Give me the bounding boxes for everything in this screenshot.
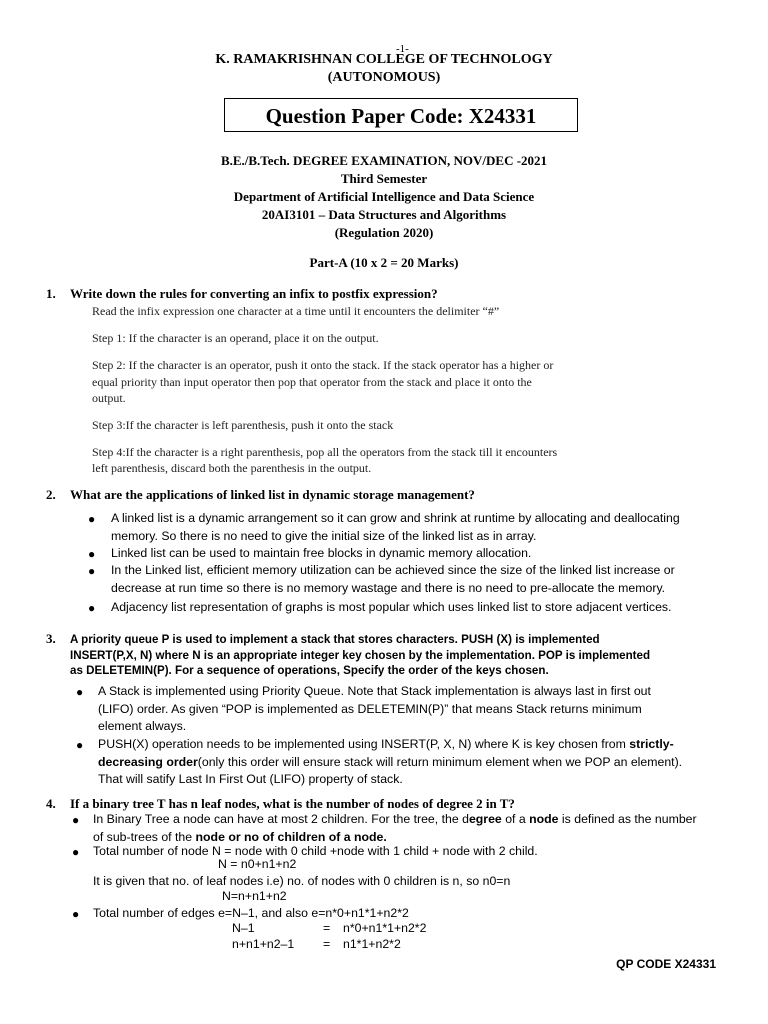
part-a-heading: Part-A (10 x 2 = 20 Marks) [309,255,459,270]
footer-qp-code: QP CODE X24331 [616,957,716,971]
equals-sign: = [323,937,331,951]
bullet-icon: ● [88,512,96,526]
question-number: 3. [46,631,56,646]
answer-line: equal priority than input operator then pop that operator from the stack and place it onto the [92,375,532,389]
answer-line: Total number of edges e=N–1, and also e=n*0+n1*1+n2*2 [93,906,409,920]
answer-text: (only this order will ensure stack will return minimum element when we POP an element). [197,754,683,769]
question-line: as DELETEMIN(P). For a sequence of operations, Specify the order of the keys chosen. [70,664,549,677]
question-line: INSERT(P,X, N) where N is an appropriate integer key chosen by the implementation. POP is implemented [70,648,651,662]
question-text: Write down the rules for converting an infix to postfix expression? [70,286,438,301]
bullet-icon: ● [88,564,96,578]
answer-line: left parenthesis, discard both the parenthesis in the output. [92,461,372,475]
equation-lhs: N–1 [232,921,255,935]
exam-title: B.E./B.Tech. DEGREE EXAMINATION, NOV/DEC -2021 [220,153,548,168]
answer-line: Step 1: If the character is an operand, place it on the output. [92,331,379,345]
emphasis-text: node or no of children of a node. [195,829,387,844]
answer-line [98,736,738,754]
equation-rhs: n*0+n1*1+n2*2 [343,921,427,935]
answer-text: PUSH(X) operation needs to be implemented using INSERT(P, X, N) where K is key chosen from [98,737,630,751]
answer-line: Step 3:If the character is left parenthesis, push it onto the stack [92,418,394,432]
college-name: K. RAMAKRISHNAN COLLEGE OF TECHNOLOGY [215,52,553,67]
question-number: 2. [46,487,56,502]
list-item [111,510,731,545]
list-item [93,811,743,846]
department: Department of Artificial Intelligence and Data Science [233,189,535,204]
bullet-icon: ● [76,685,84,699]
answer-line: memory. So there is no need to give the initial size of the linked list as in array. [111,528,537,543]
equation-rhs: n1*1+n2*2 [343,937,401,951]
question-number: 1. [46,286,56,301]
answer-line: Adjacency list representation of graphs is most popular which uses linked list to store adjacent vertices. [111,600,672,614]
answer-line: Step 2: If the character is an operator, push it onto the stack. If the stack operator has a higher or [92,358,554,372]
answer-line: Total number of node N = node with 0 child +node with 1 child + node with 2 child. [93,844,538,858]
emphasis-text: node [529,812,559,826]
list-item [93,843,743,861]
emphasis-text: egree [468,812,502,826]
answer-line: Linked list can be used to maintain free blocks in dynamic memory allocation. [111,546,532,560]
list-item [93,905,743,923]
answer-line: output. [92,391,126,405]
question-line: A priority queue P is used to implement a stack that stores characters. PUSH (X) is implemented [70,633,600,646]
semester: Third Semester [340,171,428,186]
answer-line: In the Linked list, efficient memory utilization can be achieved since the size of the linked list increase or [111,563,675,577]
answer-line: A Stack is implemented using Priority Queue. Note that Stack implementation is always last in first out [98,684,651,698]
bullet-icon: ● [88,601,96,615]
bullet-icon: ● [72,813,80,827]
emphasis-text: strictly- [629,737,674,751]
list-item [111,599,751,617]
question-text: What are the applications of linked list in dynamic storage management? [70,487,475,502]
emphasis-text: decreasing order [98,754,198,769]
answer-text: of sub-trees of the [93,829,196,844]
answer-line: That will satify Last In First Out (LIFO) property of stack. [98,772,403,786]
answer-line: Step 4:If the character is a right parenthesis, pop all the operators from the stack till it encounters [92,445,558,459]
question-text: If a binary tree T has n leaf nodes, what is the number of nodes of degree 2 in T? [70,796,515,811]
equation: N = n0+n1+n2 [218,857,297,871]
page-number: -1- [396,43,409,55]
answer-line [98,754,738,772]
answer-text: is defined as the number [558,812,697,826]
list-item [111,562,731,597]
answer-text: In Binary Tree a node can have at most 2 children. For the tree, the d [93,812,469,826]
bullet-icon: ● [76,738,84,752]
list-item [98,683,738,736]
list-item [98,736,738,789]
list-item [111,545,731,563]
equation-lhs: n+n1+n2–1 [232,937,295,951]
bullet-icon: ● [72,845,80,859]
bullet-icon: ● [88,547,96,561]
equation: N=n+n1+n2 [222,889,287,903]
answer-line: It is given that no. of leaf nodes i.e) no. of nodes with 0 children is n, so n0=n [93,874,511,888]
answer-line: Read the infix expression one character at a time until it encounters the delimiter “#” [92,304,500,318]
answer-line: A linked list is a dynamic arrangement so it can grow and shrink at runtime by allocating and deallocating [111,511,680,525]
equals-sign: = [323,921,331,935]
regulation: (Regulation 2020) [334,225,434,240]
answer-line: (LIFO) order. As given “POP is implemented as DELETEMIN(P)” that means Stack returns minimum [98,701,642,716]
question-text [70,632,703,679]
autonomous-label: (AUTONOMOUS) [327,70,441,85]
question-paper-code-box: Question Paper Code: X24331 [224,98,578,132]
answer-text: of a [501,812,530,826]
answer-line: decrease at run time so there is no memory wastage and there is no need to pre-allocate the memory. [111,580,666,595]
question-number: 4. [46,796,56,811]
course-title: 20AI3101 – Data Structures and Algorithms [261,207,507,222]
answer-line [93,811,743,829]
bullet-icon: ● [72,907,80,921]
answer-line: element always. [98,719,187,733]
